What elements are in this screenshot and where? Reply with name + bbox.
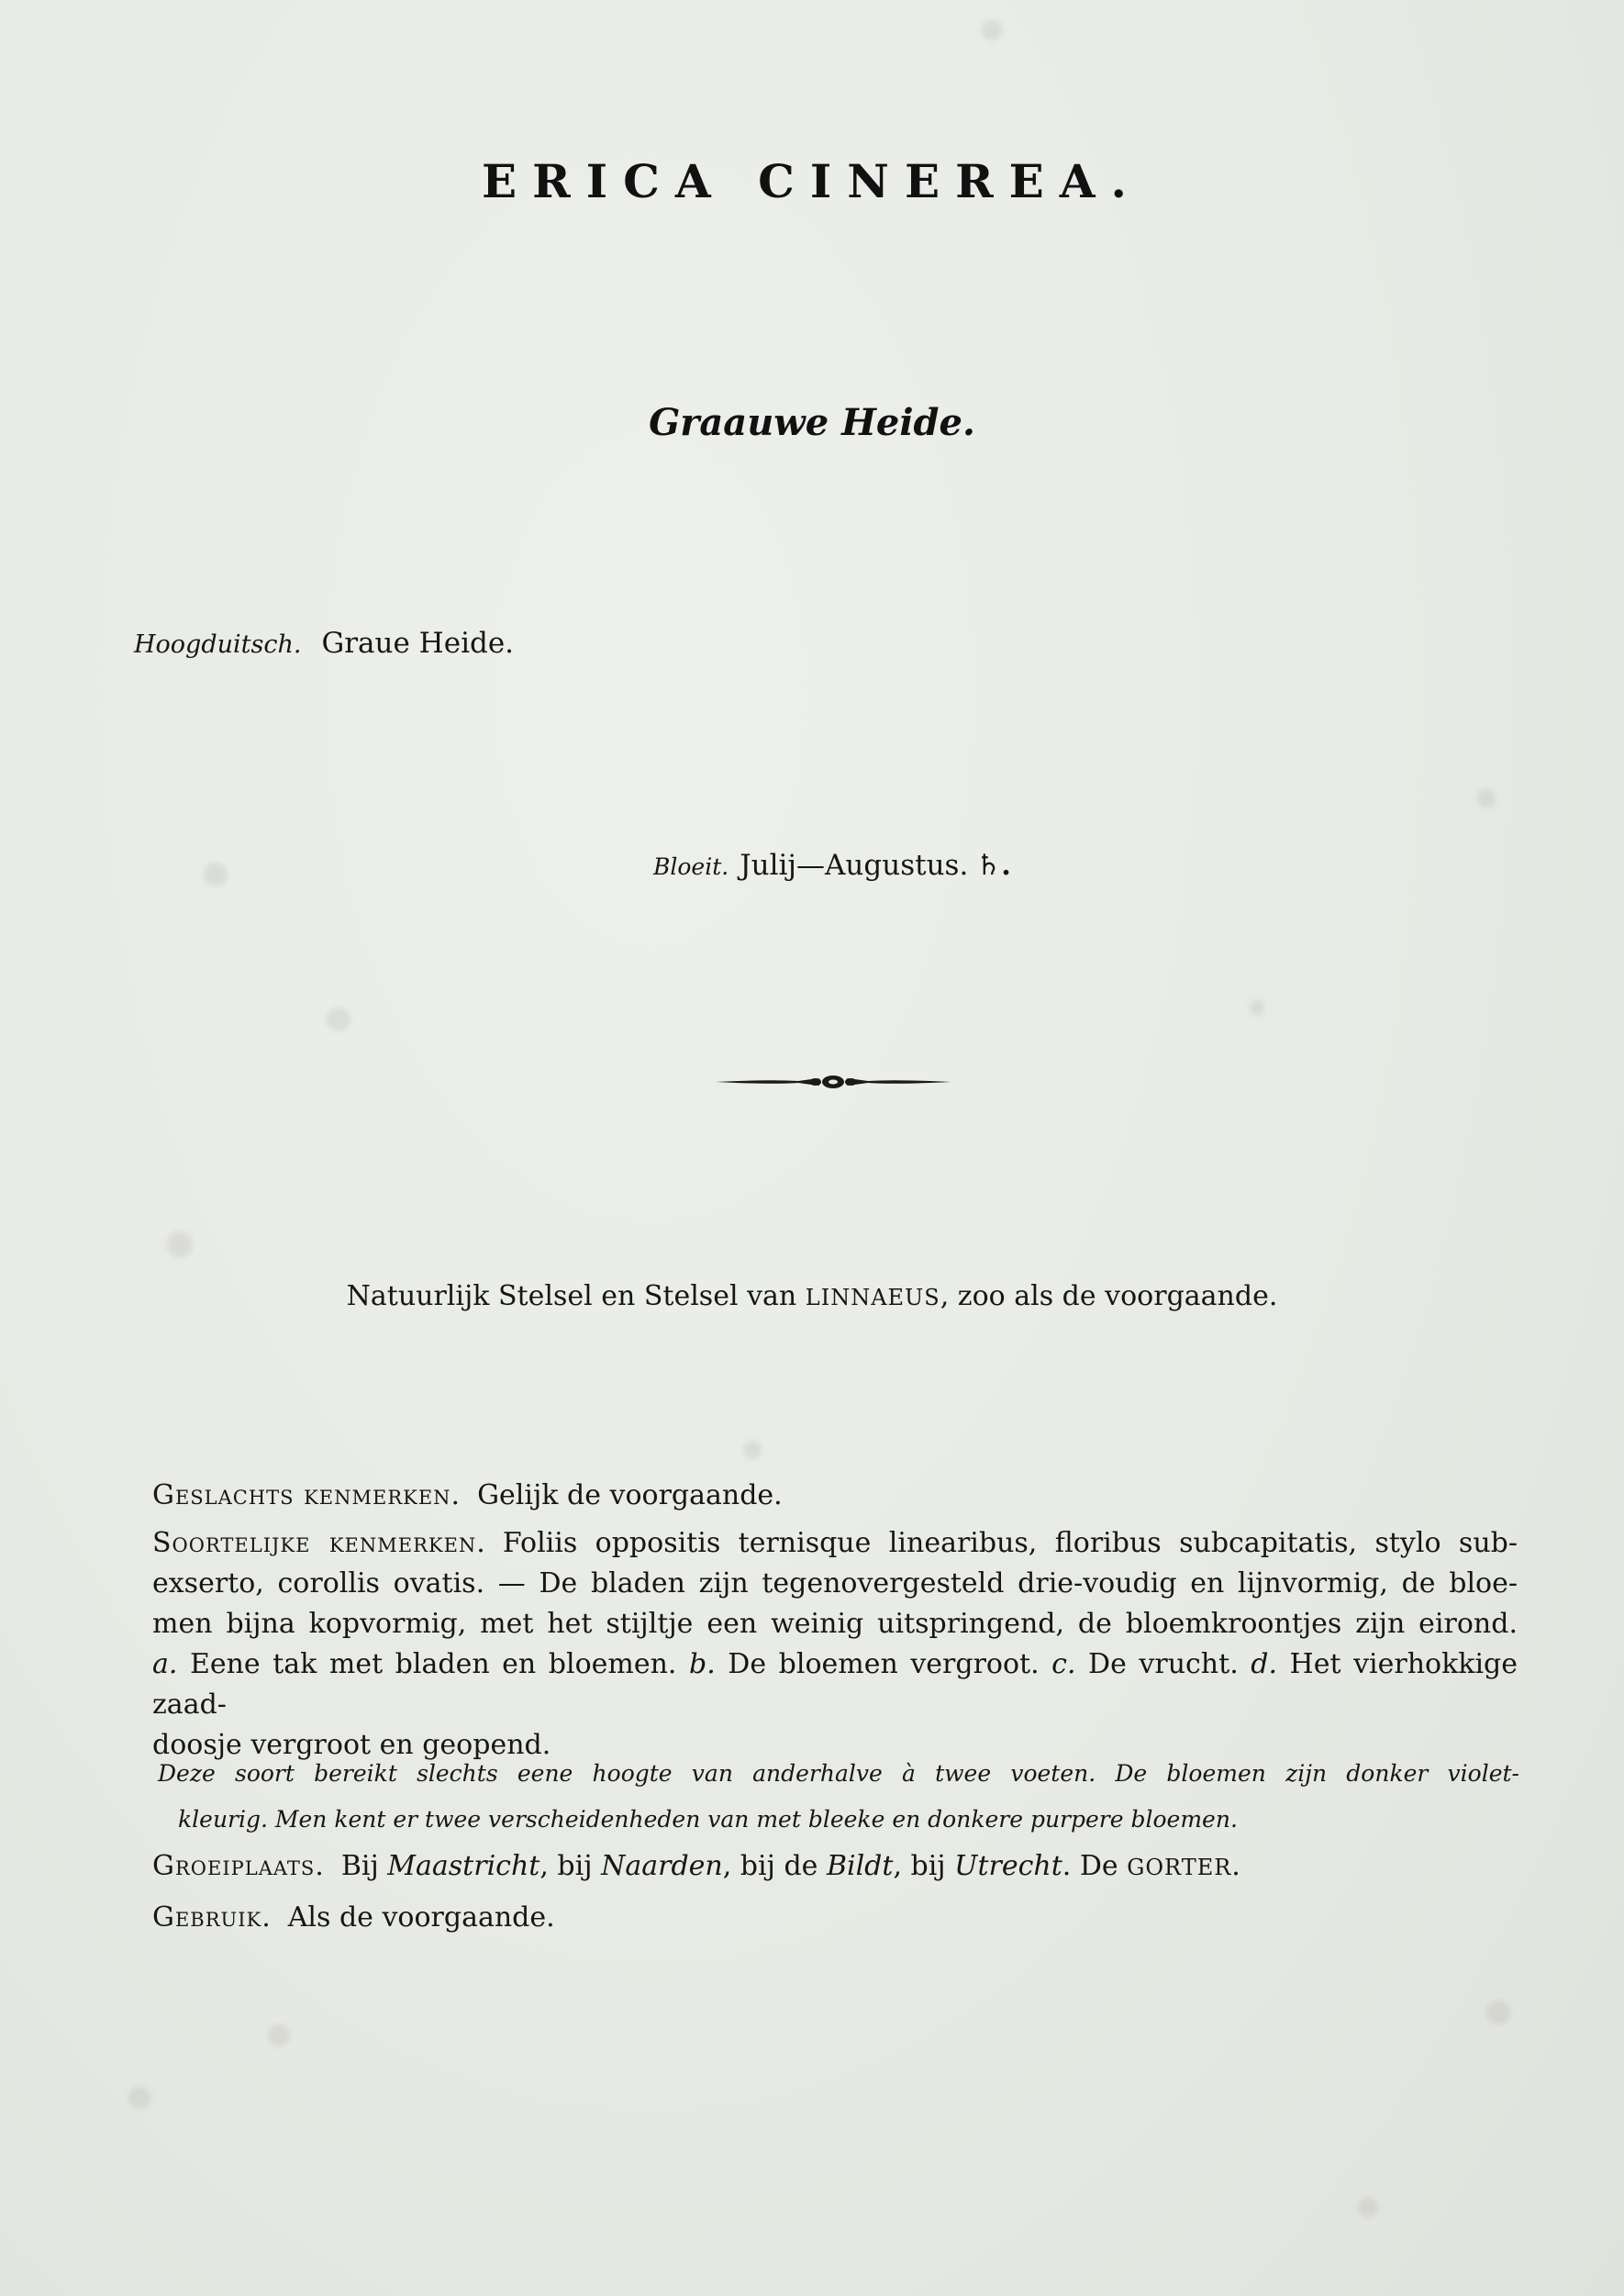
- soortelijke-paragraph: [152, 1523, 1518, 1766]
- figure-text-d: Het vierhokkige zaad-: [152, 1648, 1518, 1721]
- figure-text-b: De bloemen vergroot.: [715, 1648, 1052, 1680]
- groeiplaats-sep-1: , bij: [539, 1850, 602, 1882]
- stelsel-line: [0, 1280, 1624, 1312]
- place-utrecht: Utrecht: [954, 1850, 1062, 1882]
- geslachts-label: Geslachts kenmerken.: [152, 1479, 462, 1511]
- groeiplaats-paragraph: [152, 1846, 1518, 1888]
- stelsel-text-before: Natuurlijk Stelsel en Stelsel van: [346, 1280, 806, 1312]
- groeiplaats-sep-2: , bij de: [722, 1850, 827, 1882]
- soortelijke-text-1: Foliis oppositis ternisque linearibus, floribus subcapitatis, stylo sub-: [502, 1527, 1518, 1559]
- place-naarden: Naarden: [601, 1850, 723, 1882]
- figure-text-c: De vrucht.: [1075, 1648, 1251, 1680]
- ornamental-rule-icon: [716, 1072, 951, 1092]
- soortelijke-last-line: doosje vergroot en geopend.: [152, 1729, 551, 1761]
- soortelijke-label: Soortelijke kenmerken.: [152, 1527, 486, 1559]
- note-paragraph: [158, 1751, 1519, 1843]
- groeiplaats-label: Groeiplaats.: [152, 1850, 325, 1882]
- hoogduitsch-value: Graue Heide.: [321, 627, 515, 660]
- bloeit-value: Julij—Augustus.: [740, 849, 969, 882]
- place-bildt: Bildt: [826, 1850, 894, 1882]
- page-title: ERICA CINEREA.: [482, 154, 1142, 208]
- figure-letter-d: d.: [1251, 1648, 1278, 1680]
- bloeit-label: Bloeit.: [653, 853, 729, 880]
- groeiplaats-intro: Bij: [340, 1850, 388, 1882]
- groeiplaats-sep-4: . De: [1062, 1850, 1128, 1882]
- bloeit-line: [653, 849, 1011, 882]
- soortelijke-figures-line: [152, 1644, 1518, 1725]
- geslachts-text: Gelijk de voorgaande.: [477, 1479, 783, 1511]
- gebruik-paragraph: [152, 1898, 1518, 1938]
- linnaeus-name: LINNAEUS: [805, 1285, 940, 1310]
- figure-text-a: Eene tak met bladen en bloemen.: [177, 1648, 690, 1680]
- author-gorter: GORTER: [1127, 1855, 1232, 1880]
- perennial-symbol: ♄.: [975, 849, 1011, 882]
- page-subtitle: Graauwe Heide.: [649, 401, 975, 444]
- figure-letter-b: b.: [689, 1648, 716, 1680]
- stelsel-text-after: , zoo als de voorgaande.: [940, 1280, 1278, 1312]
- hoogduitsch-line: [134, 627, 514, 660]
- geslachts-paragraph: [152, 1476, 1518, 1516]
- place-maastricht: Maastricht: [387, 1850, 540, 1882]
- gebruik-label: Gebruik.: [152, 1901, 272, 1934]
- soortelijke-line-1: [152, 1523, 1518, 1564]
- soortelijke-line-3: men bijna kopvormig, met het stijltje een weinig uitspringend, de bloemkroontjes zijn eirond.: [152, 1608, 1518, 1640]
- figure-letter-a: a.: [152, 1648, 178, 1680]
- hoogduitsch-label: Hoogduitsch.: [134, 630, 302, 659]
- note-line-1: Deze soort bereikt slechts eene hoogte van anderhalve à twee voeten. De bloemen zijn donker violet-: [158, 1760, 1519, 1787]
- figure-letter-c: c.: [1051, 1648, 1076, 1680]
- groeiplaats-end: .: [1231, 1850, 1240, 1882]
- note-line-2: kleurig. Men kent er twee verscheidenheden van met bleeke en donkere purpere bloemen.: [178, 1806, 1238, 1833]
- gebruik-text: Als de voorgaande.: [287, 1901, 555, 1934]
- groeiplaats-sep-3: , bij: [893, 1850, 955, 1882]
- soortelijke-line-2: exserto, corollis ovatis. — De bladen zijn tegenovergesteld drie-voudig en lijnvormig, de bloe-: [152, 1567, 1518, 1599]
